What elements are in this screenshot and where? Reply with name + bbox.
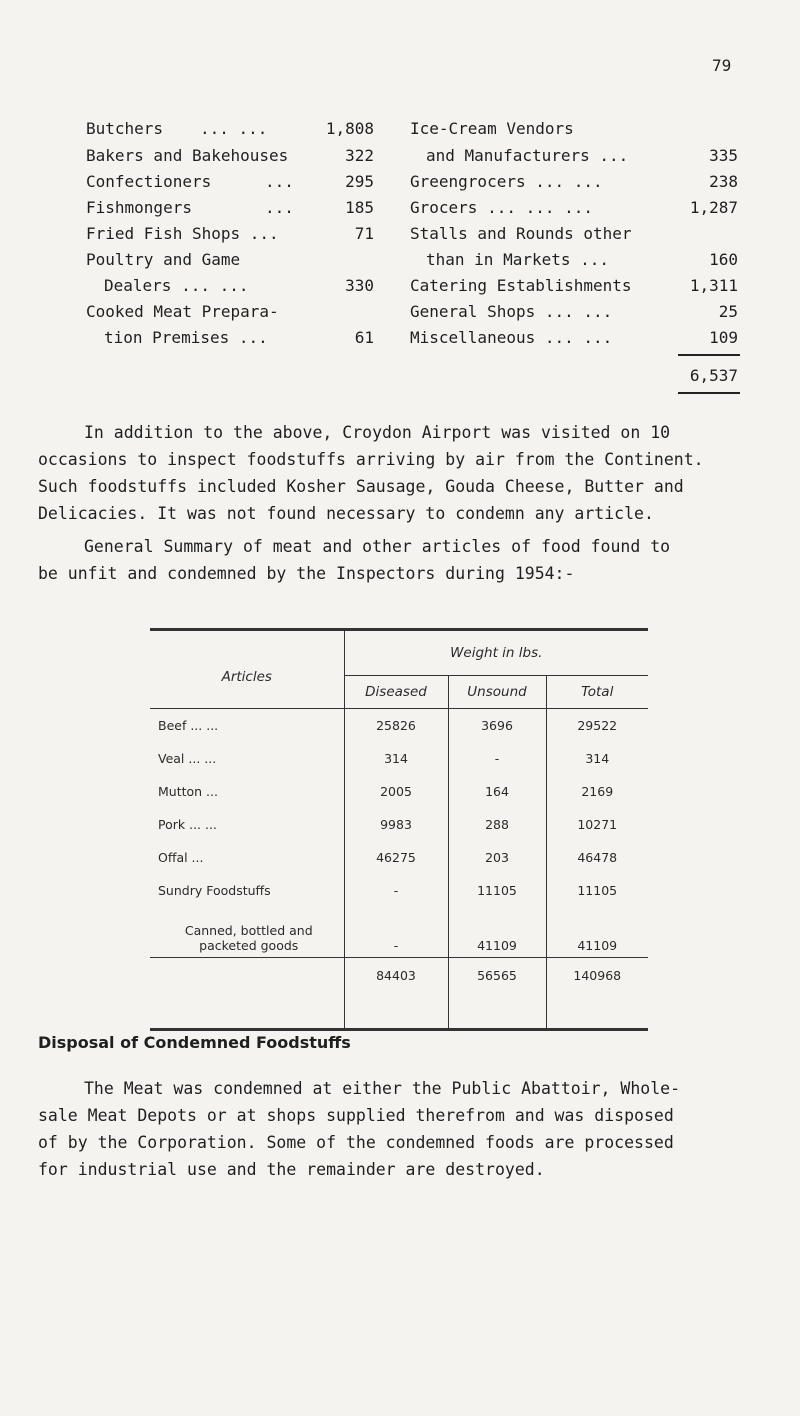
col-header-unsound: Unsound <box>448 676 546 709</box>
unsound-cell: 11105 <box>448 874 546 907</box>
article-cell: Veal ... ... <box>150 742 344 775</box>
unsound-cell: - <box>448 742 546 775</box>
summary-intro-paragraph <box>38 533 670 587</box>
table-row <box>150 907 648 958</box>
list-value: 1,808 <box>325 119 374 138</box>
list-label: Grocers ... ... ... <box>410 198 594 217</box>
list-value: 322 <box>345 146 374 165</box>
list-label: Confectioners <box>86 172 212 191</box>
unsound-cell: 288 <box>448 808 546 841</box>
text-line: In addition to the above, Croydon Airport was visited on 10 <box>84 423 671 442</box>
diseased-cell: - <box>344 874 448 907</box>
article-cell: Beef ... ... <box>150 709 344 743</box>
table-row <box>150 808 648 841</box>
list-dots: ... <box>265 172 294 191</box>
text-line: Delicacies. It was not found necessary to condemn any article. <box>38 504 654 523</box>
total-cell: 29522 <box>577 718 618 733</box>
text-line: sale Meat Depots or at shops supplied therefrom and was disposed <box>38 1106 674 1125</box>
list-value: 109 <box>709 328 738 347</box>
text-line: for industrial use and the remainder are destroyed. <box>38 1160 545 1179</box>
unsound-cell: 164 <box>448 775 546 808</box>
total-rule <box>678 392 740 394</box>
totals-label-cell <box>150 958 344 1030</box>
article-cell: Pork ... ... <box>150 808 344 841</box>
text-line: of by the Corporation. Some of the condemned foods are processed <box>38 1133 674 1152</box>
unsound-cell: 203 <box>448 841 546 874</box>
list-value: 160 <box>709 250 738 269</box>
col-header-weight: Weight in lbs. <box>344 630 648 676</box>
diseased-cell: 2005 <box>344 775 448 808</box>
disposal-paragraph <box>38 1075 680 1183</box>
list-value: 61 <box>354 328 374 347</box>
list-dots: ... ... <box>200 119 268 138</box>
table-row <box>150 775 648 808</box>
list-label: Fried Fish Shops ... <box>86 224 279 243</box>
list-label: Cooked Meat Prepara- <box>86 302 279 321</box>
list-label: Catering Establishments <box>410 276 632 295</box>
list-label: General Shops ... ... <box>410 302 613 321</box>
text-line: be unfit and condemned by the Inspectors during 1954:- <box>38 564 575 583</box>
list-value: 238 <box>709 172 738 191</box>
list-value: 295 <box>345 172 374 191</box>
col-header-diseased: Diseased <box>344 676 448 709</box>
page-number: 79 <box>712 56 732 75</box>
total-cell: 314 <box>585 751 610 766</box>
list-label: than in Markets ... <box>426 250 610 269</box>
section-heading: Disposal of Condemned Foodstuffs <box>38 1033 351 1052</box>
total-cell: 10271 <box>577 817 618 832</box>
text-line: Such foodstuffs included Kosher Sausage, Gouda Cheese, Butter and <box>38 477 684 496</box>
list-label: Dealers ... ... <box>104 276 249 295</box>
diseased-cell: 314 <box>344 742 448 775</box>
table-row <box>150 742 648 775</box>
list-label: and Manufacturers ... <box>426 146 629 165</box>
col-header-total: Total <box>546 676 648 709</box>
totals-row <box>150 958 648 1030</box>
list-value: 71 <box>354 224 374 243</box>
diseased-cell: 46275 <box>344 841 448 874</box>
condemned-food-table <box>150 628 648 1031</box>
list-label: Stalls and Rounds other <box>410 224 632 243</box>
text-line: The Meat was condemned at either the Public Abattoir, Whole- <box>84 1079 681 1098</box>
list-dots: ... <box>265 198 294 217</box>
diseased-cell: 25826 <box>344 709 448 743</box>
total-cell: 41109 <box>577 938 618 953</box>
list-label: Fishmongers <box>86 198 192 217</box>
total-cell: 46478 <box>577 850 618 865</box>
unsound-cell: 41109 <box>448 907 546 958</box>
list-value: 185 <box>345 198 374 217</box>
list-value: 25 <box>718 302 738 321</box>
article-cell: Offal ... <box>150 841 344 874</box>
list-label: tion Premises ... <box>104 328 268 347</box>
table-row <box>150 709 648 743</box>
article-cell: Sundry Foodstuffs <box>150 874 344 907</box>
total-cell: 11105 <box>577 883 618 898</box>
airport-paragraph <box>38 419 704 527</box>
list-total: 6,537 <box>689 366 738 385</box>
list-value: 335 <box>709 146 738 165</box>
diseased-total: 84403 <box>344 958 448 1030</box>
text-line: General Summary of meat and other articles of food found to <box>84 537 671 556</box>
list-label: Bakers and Bakehouses <box>86 146 289 165</box>
list-label: Ice-Cream Vendors <box>410 119 574 138</box>
grand-total: 140968 <box>546 958 648 1030</box>
list-value: 1,311 <box>689 276 738 295</box>
diseased-cell: - <box>344 907 448 958</box>
total-cell: 2169 <box>581 784 614 799</box>
article-cell: Mutton ... <box>150 775 344 808</box>
subtotal-rule <box>678 354 740 356</box>
unsound-cell: 3696 <box>448 709 546 743</box>
list-label: Miscellaneous ... ... <box>410 328 613 347</box>
article-cell: Canned, bottled and packeted goods <box>150 907 344 958</box>
list-value: 330 <box>345 276 374 295</box>
unsound-total: 56565 <box>448 958 546 1030</box>
list-label: Greengrocers ... ... <box>410 172 603 191</box>
table-row <box>150 841 648 874</box>
table-row <box>150 874 648 907</box>
list-label: Poultry and Game <box>86 250 241 269</box>
text-line: occasions to inspect foodstuffs arriving by air from the Continent. <box>38 450 704 469</box>
diseased-cell: 9983 <box>344 808 448 841</box>
list-value: 1,287 <box>689 198 738 217</box>
list-label: Butchers <box>86 119 164 138</box>
col-header-articles: Articles <box>150 630 344 709</box>
